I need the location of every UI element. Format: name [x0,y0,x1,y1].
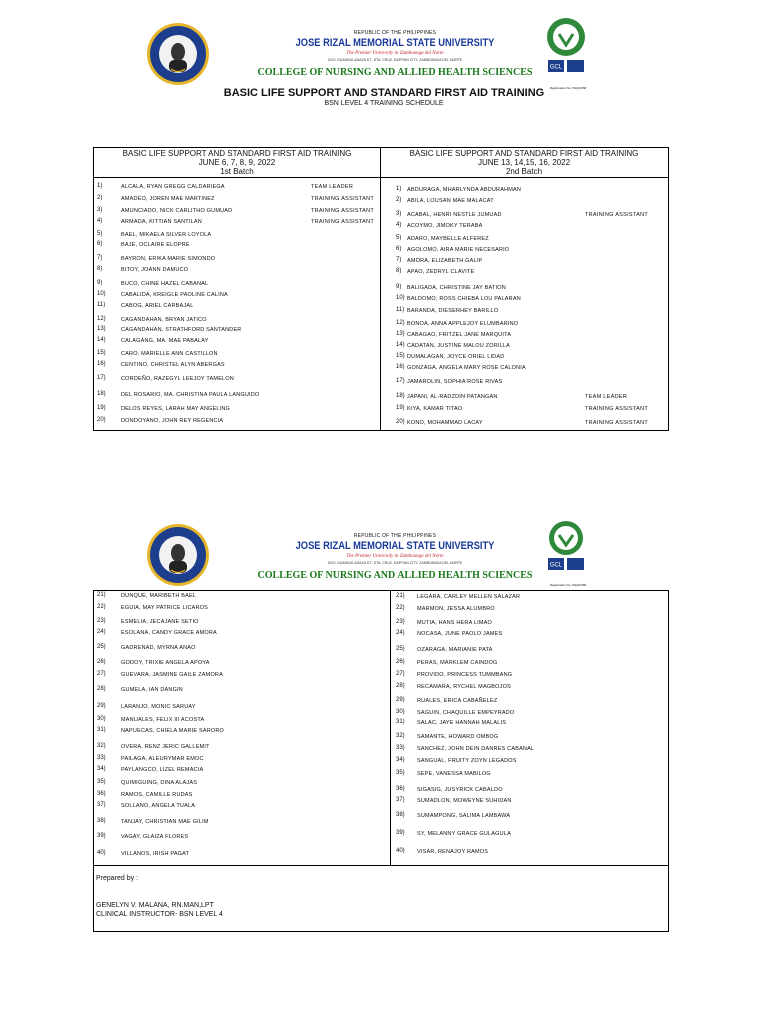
cert-registration: Registration No. 54Q21368 [549,86,587,90]
row-number: 20) [396,419,405,425]
student-name: ARMADA, KITTIAN SANTILAN [121,218,202,225]
row-number: 32) [396,733,405,739]
row-number: 8) [396,268,402,274]
student-role: TEAM LEADER [585,393,628,400]
university-seal-icon [146,22,210,86]
document-subtitle: BSN LEVEL 4 TRAINING SCHEDULE [324,100,444,107]
row-number: 11) [97,302,106,308]
row-number: 9) [396,284,402,290]
row-number: 6) [97,241,103,247]
student-name: AMADEO, JOREN MAE MARTINEZ [121,195,215,202]
student-name: BALIGADA, CHRISTINE JAY BATION [407,284,506,291]
row-number: 18) [396,393,405,399]
student-name: CABALIDA, KREIGLE PAOLINE CALINA [121,291,228,298]
batch2-header [381,149,667,176]
row-number: 6) [396,246,402,252]
row-number: 36) [97,791,106,797]
republic-label: REPUBLIC OF THE PHILIPPINES [353,533,437,539]
row-number: 12) [396,320,405,326]
student-name: TANJAY, CHRISTIAN MAE GILIM [121,818,209,825]
row-number: 1) [396,186,402,192]
row-number: 3) [396,211,402,217]
row-number: 11) [396,307,405,313]
batch-table [93,147,669,431]
row-number: 21) [97,592,106,598]
student-name: VISAR, RENAJOY RAMOS [417,848,489,855]
student-name: SAGUIN, CHAQUILLE EMPEYRADO [417,709,515,716]
student-name: SALAC, JAYE HANNAH MALALIS [417,719,507,726]
student-name: CABOG, ARIEL CARBAJAL [121,302,194,309]
batch2-dates: JUNE 13, 14,15, 16, 2022 [477,158,571,167]
row-number: 27) [396,671,405,677]
certification-logo-icon [544,520,588,580]
student-name: BAEL, MIKAELA SILVER LOYOLA [121,231,212,238]
batch1-header [94,149,380,176]
student-name: CAGANDAHAN, BRYAN JATICO [121,316,207,323]
student-role: TRAINING ASSISTANT [311,207,375,214]
student-name: RUALES, ERICA CABAÑELEZ [417,697,498,704]
batch2-title: BASIC LIFE SUPPORT AND STANDARD FIRST AID TRAINING [409,149,639,158]
row-number: 40) [97,850,106,856]
student-name: PROVIDO, PRINCESS TUMMBANG [417,671,513,678]
student-name: VILLANOS, IRISH PAGAT [121,850,190,857]
row-number: 19) [97,405,106,411]
row-number: 26) [97,659,106,665]
student-name: CARO, MARIELLE ANN CASTILLON [121,350,218,357]
student-name: DELOS REYES, LARAH MAY ANGELING [121,405,231,412]
row-number: 23) [97,618,106,624]
cert-label: GCL [549,64,563,71]
row-number: 33) [396,745,405,751]
student-name: ACOYMO, JIMOKY TERABA [407,222,483,229]
student-name: AGOLOMO, AIRA MARIE NECESARIO [407,246,510,253]
student-name: RAMOS, CAMILLE RUDAS [121,791,193,798]
student-role: TRAINING ASSISTANT [311,195,375,202]
student-name: DUNQUE, MARIBETH BAEL [121,592,197,599]
row-number: 22) [396,605,405,611]
row-number: 16) [97,361,106,367]
cert-registration: Registration No. 54Q21368 [549,583,587,587]
student-name: AMORA, ELIZABETH GALIP [407,257,483,264]
student-name: SOLLANO, ANGELA TUALA [121,802,196,809]
student-role: TRAINING ASSISTANT [585,211,649,218]
college-name: COLLEGE OF NURSING AND ALLIED HEALTH SCIENCES [257,570,533,581]
row-number: 37) [97,802,106,808]
certification-logo-icon [544,17,588,83]
batch2-label: 2nd Batch [505,167,543,176]
college-name: COLLEGE OF NURSING AND ALLIED HEALTH SCIENCES [257,67,533,78]
row-number: 25) [396,646,405,652]
student-name: BALDOMO, ROSS CHIEBA LOU PALARAN [407,295,521,302]
row-number: 23) [396,619,405,625]
student-name: BITOY, JOANN DAMUCO [121,266,189,273]
student-name: KONO, MOHAMMAD LACAY [407,419,483,426]
student-name: CENTINO, CHRISTEL ALYN ABERGAS [121,361,225,368]
student-name: MUTIA, HANS HERA LIMAO [417,619,492,626]
student-name: SUMADLON, MOWEYNE SUHIDAN [417,797,512,804]
student-name: GONZAGA, ANGELA MARY ROSE CALONIA [407,364,526,371]
row-number: 10) [396,295,405,301]
row-number: 3) [97,207,103,213]
row-number: 1) [97,183,103,189]
student-name: VAGAY, GLAIZA FLORES [121,833,189,840]
student-name: BUCO, CHINE HAZEL CABANAL [121,280,209,287]
batch1-dates: JUNE 6, 7, 8, 9, 2022 [198,158,276,167]
row-number: 17) [396,378,405,384]
batch1-label: 1st Batch [220,167,254,176]
batch1-title: BASIC LIFE SUPPORT AND STANDARD FIRST AID TRAINING [122,149,352,158]
row-number: 17) [97,375,106,381]
preparer-position: CLINICAL INSTRUCTOR- BSN LEVEL 4 [96,911,223,918]
republic-label: REPUBLIC OF THE PHILIPPINES [353,30,437,36]
student-name: DEL ROSARIO, MA. CHRISTINA PAULA LANGUIDO [121,391,260,398]
row-number: 28) [396,683,405,689]
row-number: 34) [396,757,405,763]
row-number: 9) [97,280,103,286]
row-number: 8) [97,266,103,272]
row-number: 14) [97,337,106,343]
row-number: 24) [396,630,405,636]
student-name: QUIMIGUING, DINA ALAJAS [121,779,198,786]
row-number: 4) [97,218,103,224]
student-name: PERAS, MARKLEM CAINDOG [417,659,498,666]
row-number: 22) [97,604,106,610]
row-number: 30) [396,709,405,715]
university-address: GOV. GUADING ADAZA ST., STA. CRUZ, DAPITAN CITY, ZAMBOANGA DEL NORTE [327,561,463,565]
row-number: 38) [97,818,106,824]
row-number: 21) [396,593,405,599]
row-number: 18) [97,391,106,397]
student-name: CADATAN, JUSTINE MALOU ZORILLA [407,342,510,349]
student-name: APAO, ZEDRYL CLAVITE [407,268,475,275]
row-number: 13) [396,331,405,337]
student-name: NOCASA, JUNE PAOLO JAMES [417,630,503,637]
student-name: CORDEÑO, RAZEGYL LEEJOY TAMELON [121,375,234,382]
student-role: TRAINING ASSISTANT [585,405,649,412]
row-number: 36) [396,786,405,792]
university-seal-icon [146,523,210,587]
university-name: JOSE RIZAL MEMORIAL STATE UNIVERSITY [295,37,495,49]
row-number: 38) [396,812,405,818]
row-number: 7) [396,257,402,263]
student-role: TRAINING ASSISTANT [585,419,649,426]
student-name: AMUNCIADO, NICK CARLITHO GUMUAD [121,207,233,214]
page2-header [0,520,768,592]
student-name: ABDURAGA, MHARLYNDA ABDURAHMAN [407,186,522,193]
row-number: 25) [97,644,106,650]
row-number: 27) [97,671,106,677]
student-name: PAILAGA, ALEURYMAR EMOC [121,755,204,762]
row-number: 10) [97,291,106,297]
student-name: BAJE, OCLAIRE ELOPRE [121,241,190,248]
student-name: GADRENAD, MYRNA ANAO [121,644,196,651]
student-name: OZARAGA, MARIANIE PATA [417,646,493,653]
student-name: BONOA, ANNA APPLEJOY ELUMBARINO [407,320,519,327]
row-number: 32) [97,743,106,749]
page1-header [0,15,768,95]
row-number: 14) [396,342,405,348]
student-name: GODOY, TRIXIE ANGELA APOYA [121,659,210,666]
student-name: PAYLANGCO, LIZEL REMACIA [121,766,204,773]
row-number: 4) [396,222,402,228]
student-name: SEPE, VANESSA MABILOG [417,770,491,777]
university-name: JOSE RIZAL MEMORIAL STATE UNIVERSITY [295,540,495,552]
student-name: BAYRON, ERIKA MARIE SIMONDO [121,255,216,262]
row-number: 34) [97,766,106,772]
row-number: 35) [396,770,405,776]
student-name: LEGARA, CARLEY MELLEN SALAZAR [417,593,521,600]
row-number: 15) [97,350,106,356]
row-number: 40) [396,848,405,854]
row-number: 39) [396,830,405,836]
student-name: SUMAMPONG, SALIMA LAMBAWA [417,812,511,819]
student-name: DUMALAGAN, JOYCE ORIEL LIDAD [407,353,505,360]
row-number: 13) [97,326,106,332]
row-number: 19) [396,405,405,411]
student-name: CALAGANG, MA. MAE PABALAY [121,337,209,344]
university-motto: The Premier University in Zamboanga del Norte [346,51,444,56]
student-name: SANGUAL, FRUITY ZOYN LEGADOS [417,757,517,764]
student-name: KIYA, KAMAR TITAO [407,405,463,412]
row-number: 7) [97,255,103,261]
student-name: JAMAROLIN, SOPHIA ROSE RIVAS [407,378,503,385]
document-title: BASIC LIFE SUPPORT AND STANDARD FIRST AID TRAINING [223,87,545,99]
university-address: GOV. GUADING ADAZA ST., STA. CRUZ, DAPITAN CITY, ZAMBOANGA DEL NORTE [327,58,463,62]
student-name: SAMANTE, HOWARD OMBOG [417,733,499,740]
row-number: 37) [396,797,405,803]
student-name: LARANJO, MONIC SARUAY [121,703,196,710]
row-number: 31) [396,719,405,725]
row-number: 12) [97,316,106,322]
student-name: BARANDA, DIESERHEY BARILLO [407,307,499,314]
row-number: 35) [97,779,106,785]
student-name: SANCHEZ, JOHN DEIN DANRES CABANAL [417,745,535,752]
cert-label: GCL [549,562,563,569]
student-role: TRAINING ASSISTANT [311,218,375,225]
row-number: 39) [97,833,106,839]
student-name: MARMON, JESSA ALUMBRO [417,605,495,612]
student-name: ESMELIA, JECAJANE SETIO [121,618,199,625]
student-name: CAGANDAHAN, STRATHFORD SANTANDER [121,326,242,333]
row-number: 2) [97,195,103,201]
row-number: 5) [396,235,402,241]
row-number: 26) [396,659,405,665]
student-name: EGUIA, MAY PATRICE LICAROS [121,604,209,611]
student-name: DONDOYANO, JOHN REY REGENCIA [121,417,224,424]
row-number: 28) [97,686,106,692]
row-number: 16) [396,364,405,370]
student-name: JAPANI, AL-RADZDIN PATANGAN [407,393,498,400]
row-number: 30) [97,716,106,722]
student-name: ACABAL, HENRI NESTLE JUMUAD [407,211,502,218]
student-name: NAPUECAS, CHIELA MARIE SARORO [121,727,224,734]
student-name: CABAGAO, FRITZEL JANE MARQUITA [407,331,512,338]
prepared-by-label: Prepared by : [96,875,139,882]
row-number: 2) [396,197,402,203]
student-name: GUMELA, IAN DANGIN [121,686,183,693]
student-name: OVERA, RENZ JERIC GALLEMIT [121,743,210,750]
student-name: RECAMARA, RYCHEL MAGBOJOS [417,683,511,690]
student-name: SIGASIG, JUSYRICK CABALDO [417,786,503,793]
row-number: 5) [97,231,103,237]
row-number: 33) [97,755,106,761]
university-motto: The Premier University in Zamboanga del Norte [346,554,444,559]
row-number: 29) [396,697,405,703]
student-name: ESOLANA, CANDY GRACE AMORA [121,629,217,636]
row-number: 24) [97,629,106,635]
row-number: 29) [97,703,106,709]
student-name: MANUALES, FELIX III ACOSTA [121,716,205,723]
student-name: SY, MELANNY GRACE GULAGULA [417,830,511,837]
row-number: 15) [396,353,405,359]
student-role: TEAM LEADER [311,183,354,190]
student-name: ADARO, MAYBELLE ALFEREZ [407,235,489,242]
preparer-name: GENELYN V. MALANA, RN.MAN,LPT [96,902,214,909]
student-name: GUEVARA, JASMINE GAILE ZAMORA [121,671,223,678]
student-name: ABILA, LOUSAN MAE MALACAT [407,197,494,204]
row-number: 20) [97,417,106,423]
row-number: 31) [97,727,106,733]
student-name: ALCALA, RYAN GREGG CALDARIEGA [121,183,225,190]
